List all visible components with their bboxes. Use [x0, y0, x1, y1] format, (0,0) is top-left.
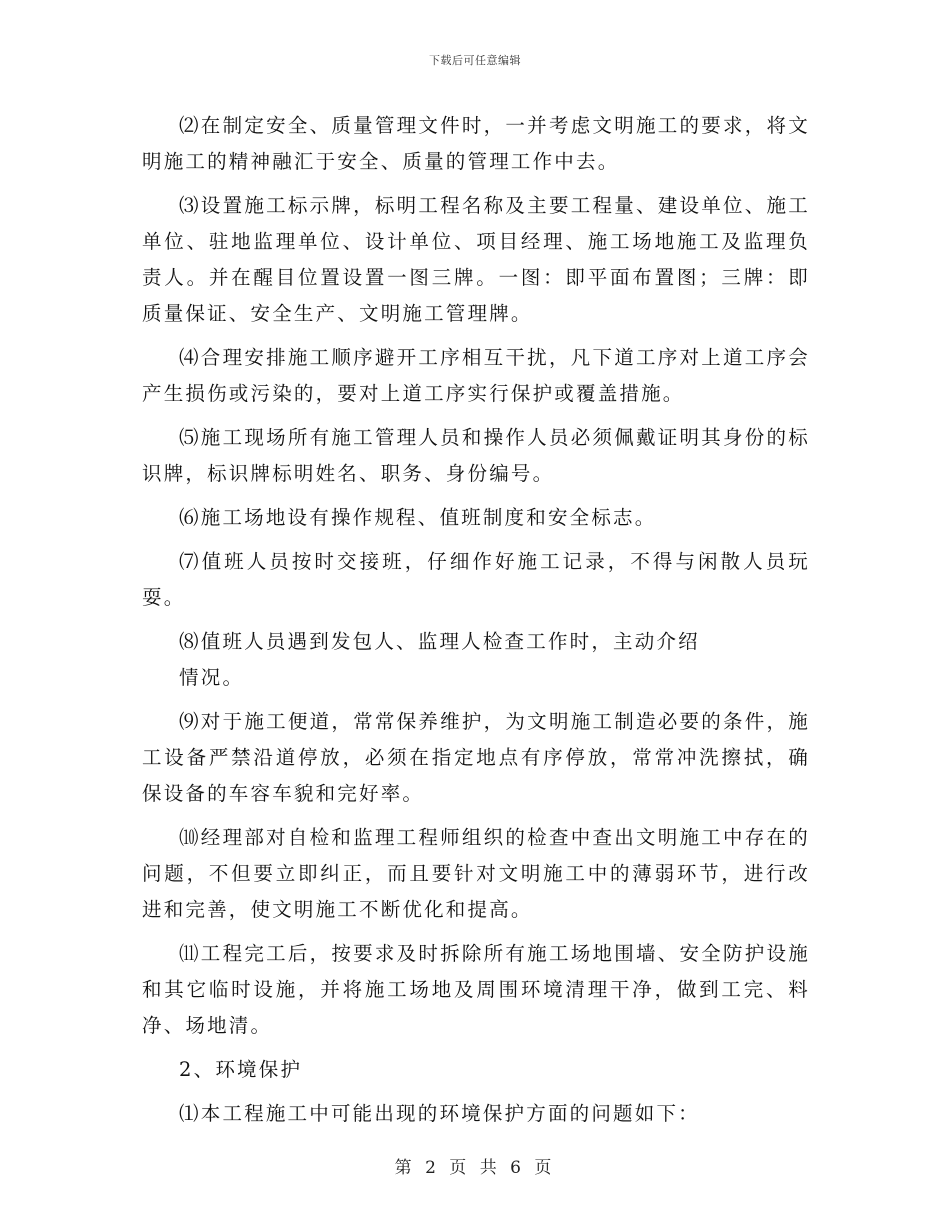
page-header: 下载后可任意编辑 [429, 54, 521, 67]
page-footer: 第 2 页 共 6 页 [394, 1158, 556, 1178]
paragraph-6: ⑹施工场地设有操作规程、值班制度和安全标志。 [179, 506, 657, 529]
document-body [142, 108, 810, 1140]
paragraph-env-1: ⑴本工程施工中可能出现的环境保护方面的问题如下： [179, 1102, 700, 1125]
paragraph-5: ⑸施工现场所有施工管理人员和操作人员必须佩戴证明其身份的标识牌，标识牌标明姓名、职务、身份编号。 [142, 426, 810, 485]
paragraph-10: ⑽经理部对自检和监理工程师组织的检查中查出文明施工中存在的问题，不但要立即纠正，而且要针对文明施工中的薄弱环节，进行改进和完善，使文明施工不断优化和提高。 [142, 826, 810, 921]
paragraph-7: ⑺值班人员按时交接班，仔细作好施工记录，不得与闲散人员玩耍。 [142, 550, 810, 609]
paragraph-4: ⑷合理安排施工顺序避开工序相互干扰，凡下道工序对上道工序会产生损伤或污染的，要对上道工序实行保护或覆盖措施。 [142, 346, 810, 405]
paragraph-8-continuation: 情况。 [179, 666, 245, 689]
paragraph-3: ⑶设置施工标示牌，标明工程名称及主要工程量、建设单位、施工单位、驻地监理单位、设计单位、项目经理、施工场地施工及监理负责人。并在醒目位置设置一图三牌。一图：即平面布置图；三牌：即质量保证、安全生产、文明施工管理牌。 [142, 194, 810, 325]
paragraph-9: ⑼对于施工便道，常常保养维护，为文明施工制造必要的条件，施工设备严禁沿道停放，必须在指定地点有序停放，常常冲洗擦拭，确保设备的车容车貌和完好率。 [142, 710, 810, 805]
section-heading-environment: 2、环境保护 [179, 1058, 303, 1081]
paragraph-11: ⑾工程完工后，按要求及时拆除所有施工场地围墙、安全防护设施和其它临时设施，并将施工场地及周围环境清理干净，做到工完、料净、场地清。 [142, 942, 810, 1037]
paragraph-8-text: ⑻值班人员遇到发包人、监理人检查工作时，主动介绍 [179, 630, 700, 653]
paragraph-8 [142, 624, 810, 696]
paragraph-2: ⑵在制定安全、质量管理文件时，一并考虑文明施工的要求，将文明施工的精神融汇于安全、质量的管理工作中去。 [142, 114, 810, 173]
